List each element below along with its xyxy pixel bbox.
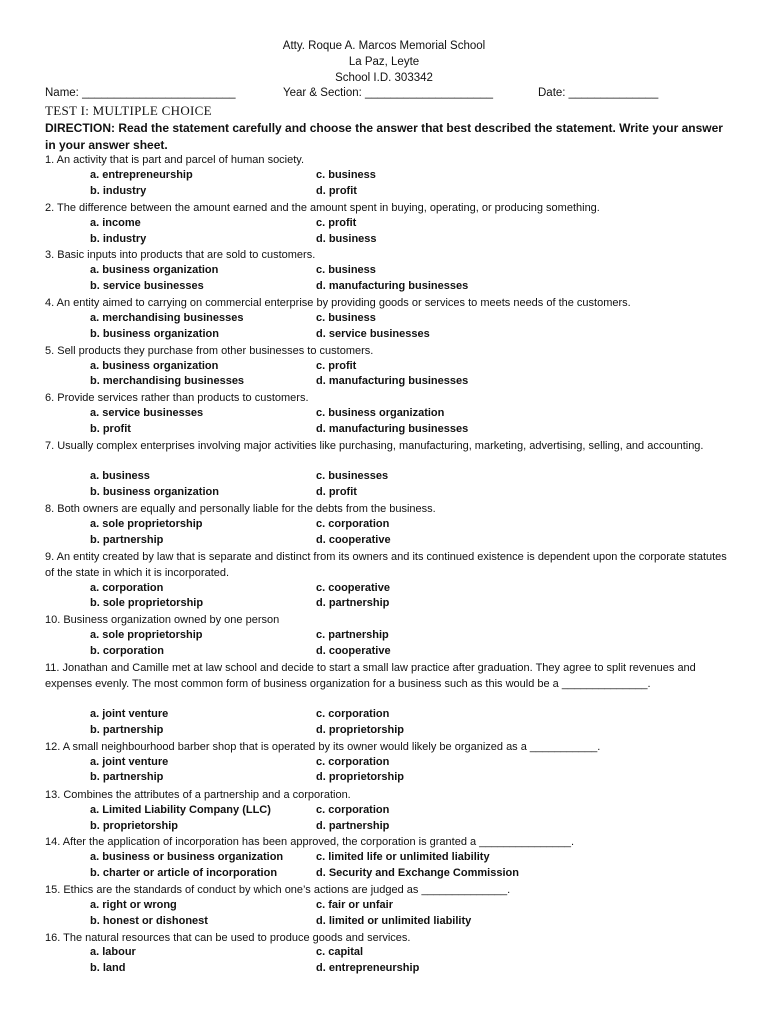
option-c: c. partnership xyxy=(316,629,389,641)
option-d: d. cooperative xyxy=(316,645,391,657)
option-a: a. business or business organization xyxy=(90,851,284,863)
question-text: 7. Usually complex enterprises involving major activities like purchasing, manufacturing, marketing, advertising, selling, and accounting. xyxy=(45,440,704,452)
option-b: b. business organization xyxy=(90,328,219,340)
option-a: a. labour xyxy=(90,946,136,958)
option-d: d. manufacturing businesses xyxy=(316,423,469,435)
school-id: School I.D. 303342 xyxy=(335,72,433,84)
test-title: TEST I: MULTIPLE CHOICE xyxy=(45,103,212,118)
question-text: 6. Provide services rather than products to customers. xyxy=(45,392,309,404)
question-text: 5. Sell products they purchase from other businesses to customers. xyxy=(45,345,374,357)
option-c: c. profit xyxy=(316,217,357,229)
option-c: c. business organization xyxy=(316,407,445,419)
option-b: b. industry xyxy=(90,233,147,245)
option-a: a. right or wrong xyxy=(90,899,177,911)
year-section-field[interactable]: Year & Section: ____________________ xyxy=(283,87,493,99)
question-text: 3. Basic inputs into products that are sold to customers. xyxy=(45,249,316,261)
option-c: c. business xyxy=(316,264,376,276)
question-text: 10. Business organization owned by one person xyxy=(45,614,280,626)
question-text: 1. An activity that is part and parcel of human society. xyxy=(45,154,305,166)
option-d: d. business xyxy=(316,233,377,245)
option-d: d. proprietorship xyxy=(316,771,404,783)
student-info-row xyxy=(45,87,745,103)
option-a: a. sole proprietorship xyxy=(90,629,203,641)
option-c: c. corporation xyxy=(316,708,390,720)
option-a: a. joint venture xyxy=(90,708,169,720)
option-a: a. joint venture xyxy=(90,756,169,768)
option-d: d. profit xyxy=(316,185,357,197)
option-d: d. service businesses xyxy=(316,328,430,340)
option-b: b. corporation xyxy=(90,645,164,657)
date-field[interactable]: Date: ______________ xyxy=(538,87,659,99)
question-text: 12. A small neighbourhood barber shop that is operated by its owner would likely be organized as a ___________. xyxy=(45,741,601,753)
school-location: La Paz, Leyte xyxy=(348,56,420,68)
option-a: a. merchandising businesses xyxy=(90,312,244,324)
question-text: 4. An entity aimed to carrying on commercial enterprise by providing goods or services to meets needs of the customers. xyxy=(45,297,631,309)
option-b: b. profit xyxy=(90,423,131,435)
question-text: 11. Jonathan and Camille met at law school and decide to start a small law practice after graduation. They agree to split revenues and expenses evenly. The most common form of business organization for a business such as this would be a ______________. xyxy=(45,662,696,690)
option-a: a. business organization xyxy=(90,264,219,276)
question-text: 9. An entity created by law that is separate and distinct from its owners and its continued existence is dependent upon the corporate statutes of the state in which it is incorporated. xyxy=(45,551,727,579)
school-name: Atty. Roque A. Marcos Memorial School xyxy=(282,40,486,52)
option-b: b. sole proprietorship xyxy=(90,597,204,609)
option-b: b. land xyxy=(90,962,126,974)
option-b: b. business organization xyxy=(90,486,219,498)
option-b: b. merchandising businesses xyxy=(90,375,245,387)
option-b: b. charter or article of incorporation xyxy=(90,867,278,879)
option-a: a. sole proprietorship xyxy=(90,518,203,530)
option-d: d. Security and Exchange Commission xyxy=(316,867,519,879)
option-c: c. limited life or unlimited liability xyxy=(316,851,490,863)
option-c: c. businesses xyxy=(316,470,389,482)
option-d: d. entrepreneurship xyxy=(316,962,420,974)
option-c: c. corporation xyxy=(316,756,390,768)
option-d: d. profit xyxy=(316,486,357,498)
question-text: 16. The natural resources that can be used to produce goods and services. xyxy=(45,932,411,944)
question-text: 14. After the application of incorporation has been approved, the corporation is granted a _______________. xyxy=(45,836,574,848)
option-b: b. partnership xyxy=(90,771,164,783)
option-b: b. industry xyxy=(90,185,147,197)
option-c: c. business xyxy=(316,169,376,181)
option-b: b. partnership xyxy=(90,534,164,546)
option-b: b. honest or dishonest xyxy=(90,915,208,927)
option-d: d. proprietorship xyxy=(316,724,404,736)
option-a: a. business organization xyxy=(90,360,219,372)
question-text: 8. Both owners are equally and personally liable for the debts from the business. xyxy=(45,503,436,515)
option-b: b. service businesses xyxy=(90,280,204,292)
option-d: d. partnership xyxy=(316,820,390,832)
option-a: a. corporation xyxy=(90,582,164,594)
option-a: a. business xyxy=(90,470,150,482)
option-c: c. cooperative xyxy=(316,582,390,594)
option-c: c. business xyxy=(316,312,376,324)
option-c: c. fair or unfair xyxy=(316,899,394,911)
option-a: a. Limited Liability Company (LLC) xyxy=(90,804,271,816)
option-a: a. income xyxy=(90,217,141,229)
direction-text: DIRECTION: Read the statement carefully and choose the answer that best described the statement. Write your answer in your answer sheet. xyxy=(45,121,723,152)
question-text: 13. Combines the attributes of a partnership and a corporation. xyxy=(45,789,351,801)
question-text: 2. The difference between the amount earned and the amount spent in buying, operating, or producing something. xyxy=(45,202,600,214)
option-c: c. corporation xyxy=(316,804,390,816)
option-c: c. profit xyxy=(316,360,357,372)
option-c: c. capital xyxy=(316,946,364,958)
option-a: a. service businesses xyxy=(90,407,204,419)
option-c: c. corporation xyxy=(316,518,390,530)
option-d: d. manufacturing businesses xyxy=(316,280,469,292)
option-b: b. proprietorship xyxy=(90,820,178,832)
option-a: a. entrepreneurship xyxy=(90,169,193,181)
option-b: b. partnership xyxy=(90,724,164,736)
option-d: d. partnership xyxy=(316,597,390,609)
option-d: d. cooperative xyxy=(316,534,391,546)
option-d: d. manufacturing businesses xyxy=(316,375,469,387)
option-d: d. limited or unlimited liability xyxy=(316,915,472,927)
question-text: 15. Ethics are the standards of conduct by which one’s actions are judged as ______________. xyxy=(45,884,511,896)
name-field[interactable]: Name: ________________________ xyxy=(45,87,236,99)
